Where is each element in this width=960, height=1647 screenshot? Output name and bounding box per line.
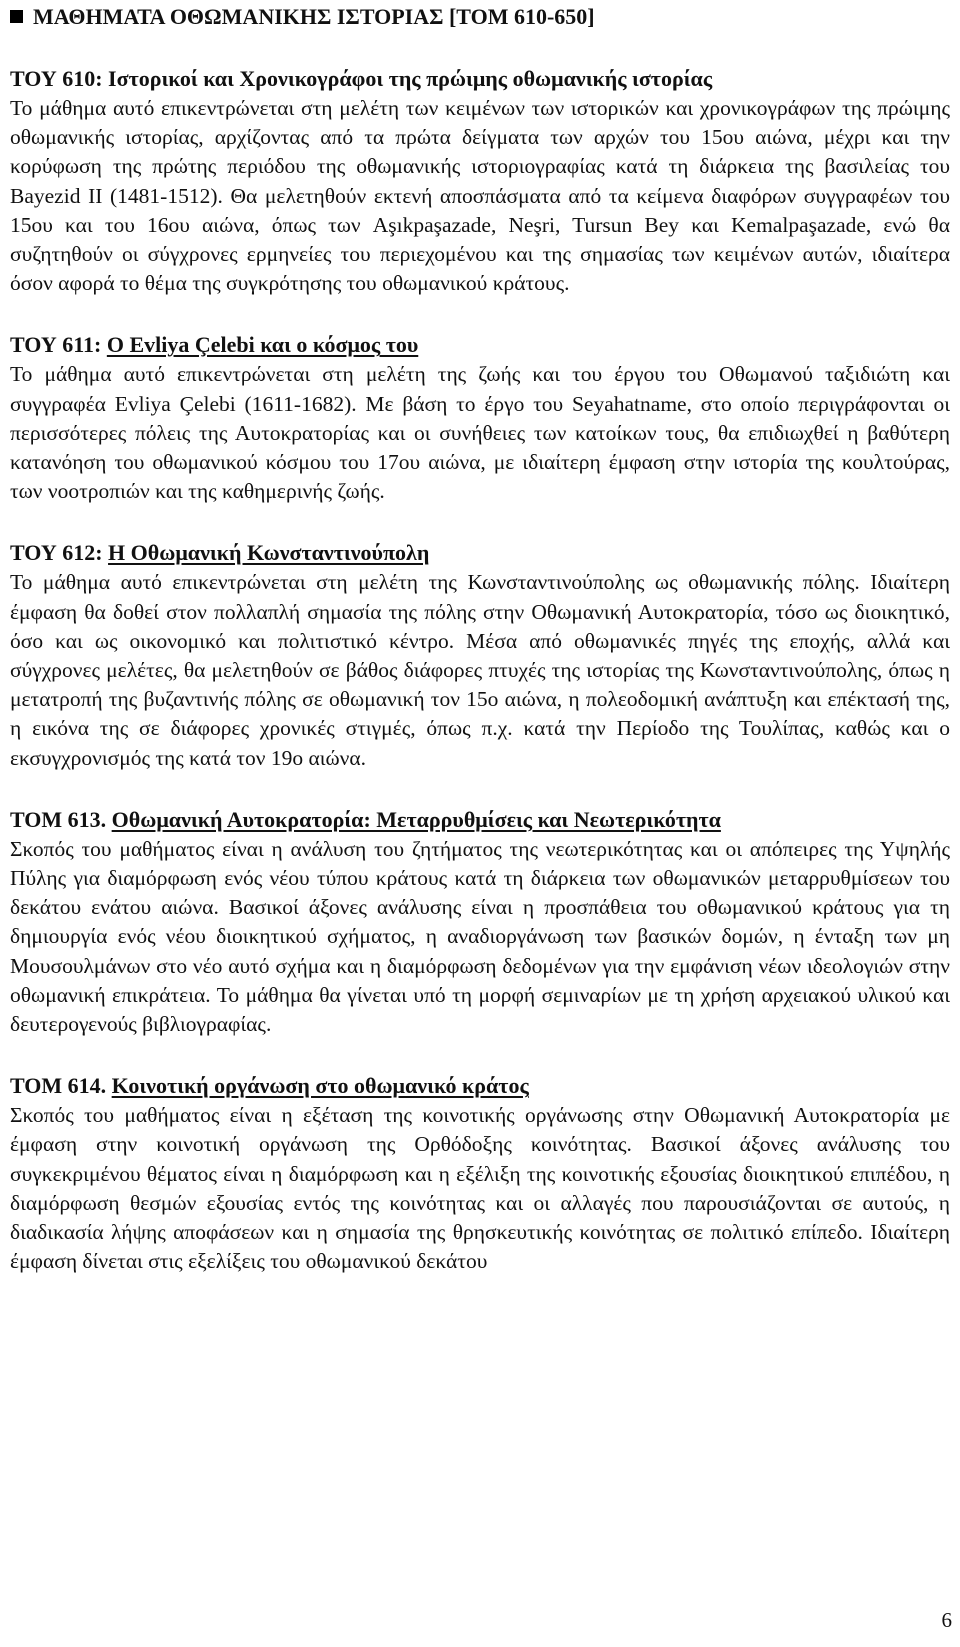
course-heading bbox=[10, 1071, 950, 1101]
course-heading bbox=[10, 64, 950, 94]
course-610 bbox=[10, 64, 950, 298]
section-header bbox=[10, 2, 950, 31]
course-title: Ιστορικοί και Χρονικογράφοι της πρώιμης οθωμανικής ιστορίας bbox=[108, 66, 713, 91]
course-description: Το μάθημα αυτό επικεντρώνεται στη μελέτη των κειμένων των ιστορικών και χρονικογράφων της πρώιμης οθωμανικής ιστορίας, αρχίζοντας από τα πρώτα δείγματα των αρχών του 15ου αιώνα, μέχρι και την κορύφωση της πρώτης περιόδου της οθωμανικής ιστοριογραφίας κατά τη διάρκεια της βασιλείας του Bayezid II (1481-1512). Θα μελετηθούν εκτενή αποσπάσματα από τα κείμενα διαφόρων συγγραφέων του 15ου και του 16ου αιώνα, όπως των Aşıkpaşazade, Neşri, Tursun Bey και Kemalpaşazade, ενώ θα συζητηθούν οι σύγχρονες ερμηνείες του περιεχομένου και της σημασίας των κειμένων αυτών, ιδιαίτερα όσον αφορά το θέμα της συγκρότησης του οθωμανικού κράτους. bbox=[10, 96, 950, 296]
course-code: ΤΟΥ 611: bbox=[10, 332, 102, 358]
course-code: ΤΟΥ 610: bbox=[10, 66, 103, 91]
course-612 bbox=[10, 538, 950, 772]
course-description: Σκοπός του μαθήματος είναι η ανάλυση του ζητήματος της νεωτερικότητας και οι απόπειρες της Υψηλής Πύλης για διαμόρφωση ενός νέου τύπου κράτους κατά τη διάρκεια των οθωμανικών μεταρρυθμίσεων του δεκάτου ενάτου αιώνα. Βασικοί άξονες ανάλυσης είναι η προσπάθεια του οθωμανικού κράτους για τη δημιουργία ενός νέου διοικητικού σχήματος, η αναδιοργάνωση των βασικών δομών, η ένταξη των μη Μουσουλμάνων στο νέο αυτό σχήμα και η διαμόρφωση δεδομένων για την εμφάνιση νέων ιδεολογιών στην οθωμανική επικράτεια. Το μάθημα θα γίνεται υπό τη μορφή σεμιναρίων με τη χρήση αρχειακού υλικού και δευτερογενούς βιβλιογραφίας. bbox=[10, 836, 950, 1037]
section-title: ΜΑΘΗΜΑΤΑ ΟΘΩΜΑΝΙΚΗΣ ΙΣΤΟΡΙΑΣ [ΤΟΜ 610-650] bbox=[33, 4, 595, 29]
course-title: Ο Evliya Çelebi και ο κόσμος του bbox=[106, 332, 419, 358]
course-title: Η Οθωμανική Κωνσταντινούπολη bbox=[108, 540, 430, 566]
course-description: Σκοπός του μαθήματος είναι η εξέταση της κοινοτικής οργάνωσης στην Οθωμανική Αυτοκρατορία με έμφαση στην κοινοτική οργάνωση της Ορθόδοξης κοινότητας. Βασικοί άξονες ανάλυσης του συγκεκριμένου θέματος είναι η διαμόρφωση και η εξέλιξη της κοινοτικής εξουσίας διοικητικού επιπέδου, η διαμόρφωση θεσμών εξουσίας εντός της κοινότητας και οι αλλαγές που παρουσιάζονται σε αυτούς, η διαδικασία λήψης αποφάσεων και η σημασία της θρησκευτικής κοινότητας σε πολιτικό επίπεδο. Ιδιαίτερη έμφαση δίνεται στις εξελίξεις του οθωμανικού δεκάτου bbox=[10, 1103, 950, 1274]
black-square-icon bbox=[10, 10, 23, 23]
course-heading bbox=[10, 330, 950, 360]
course-heading bbox=[10, 805, 950, 835]
course-heading bbox=[10, 538, 950, 568]
course-description: Το μάθημα αυτό επικεντρώνεται στη μελέτη της Κωνσταντινούπολης ως οθωμανικής πόλης. Ιδιαίτερη έμφαση θα δοθεί στον πολλαπλή σημασία της πόλης στην Οθωμανική Αυτοκρατορία, τόσο ως διοικητικό, όσο και ως οικονομικό και πολιτιστικό κέντρο. Μέσα από οθωμανικές πηγές της εποχής, αλλά και σύγχρονες μελέτες, θα μελετηθούν σε βάθος διάφορες πτυχές της ιστορίας της Κωνσταντινούπολης, όπως η μετατροπή της βυζαντινής πόλης σε οθωμανική τον 15ο αιώνα, η πολεοδομική ανάπτυξη και επέκτασή της, η εικόνα της σε διάφορες χρονικές στιγμές, όπως π.χ. κατά την Περίοδο της Τουλίπας, καθώς και ο εκσυγχρονισμός της κατά τον 19ο αιώνα. bbox=[10, 570, 950, 770]
course-code: ΤΟΥ 612: bbox=[10, 540, 103, 566]
course-code: ΤΟΜ 613. bbox=[10, 806, 107, 832]
course-title: Οθωμανική Αυτοκρατορία: Μεταρρυθμίσεις και Νεωτερικότητα bbox=[111, 806, 721, 832]
page-number: 6 bbox=[941, 1608, 952, 1632]
course-611 bbox=[10, 330, 950, 506]
course-613 bbox=[10, 805, 950, 1039]
course-code: ΤΟΜ 614. bbox=[10, 1073, 107, 1099]
course-description: Το μάθημα αυτό επικεντρώνεται στη μελέτη της ζωής και του έργου του Οθωμανού ταξιδιώτη και συγγραφέα Evliya Çelebi (1611-1682). Με βάση το έργο του Seyahatname, στο οποίο περιγράφονται οι περισσότερες πόλεις της Αυτοκρατορίας και οι συνήθειες των κατοίκων τους, θα επιδιωχθεί η βαθύτερη κατανόηση του οθωμανικού κόσμου του 17ου αιώνα, με ιδιαίτερη έμφαση στην ιστορία της κουλτούρας, των νοοτροπιών και της καθημερινής ζωής. bbox=[10, 362, 950, 504]
course-614 bbox=[10, 1071, 950, 1276]
course-title: Κοινοτική οργάνωση στο οθωμανικό κράτος bbox=[111, 1073, 529, 1099]
